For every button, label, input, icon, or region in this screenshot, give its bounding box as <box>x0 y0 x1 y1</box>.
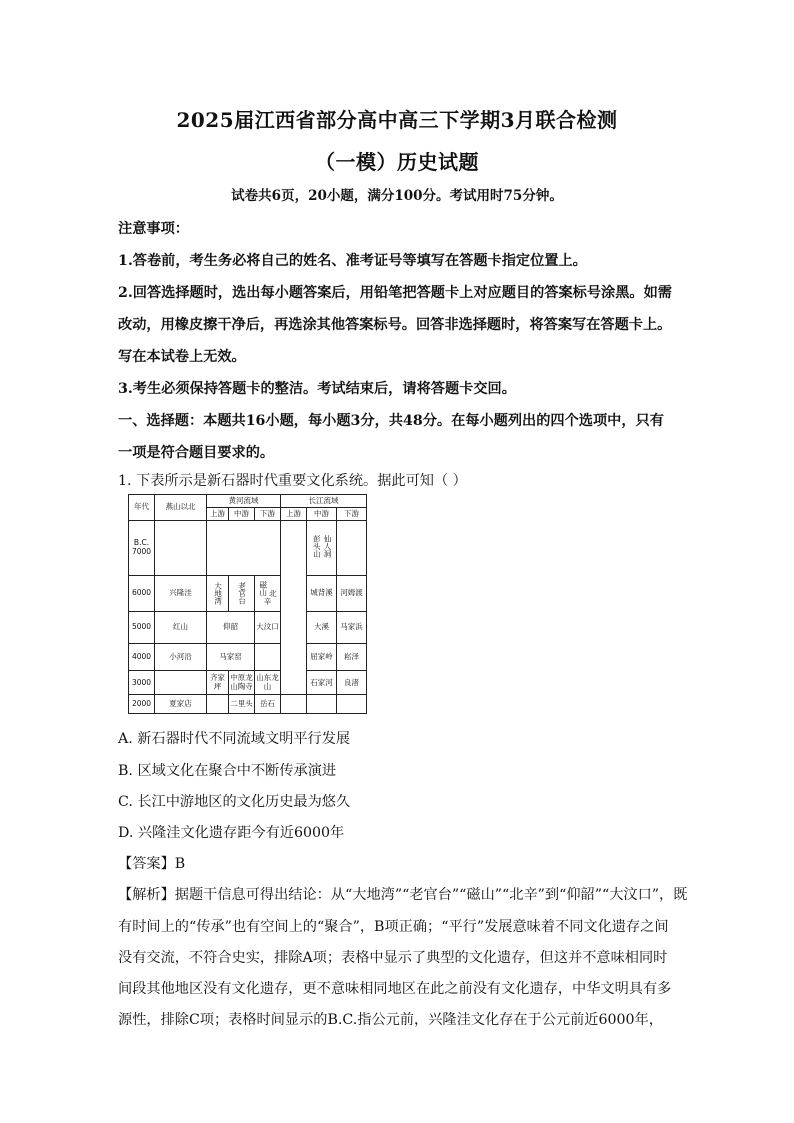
qijia-cell: 齐家坪 <box>207 671 229 694</box>
xiaoheyan-late-cell <box>155 671 207 694</box>
culture-table <box>128 494 367 714</box>
cishan-beixin-cell <box>255 575 281 611</box>
xinglongwa-cell: 兴隆洼 <box>155 575 207 611</box>
yellow-early <box>207 520 281 575</box>
section-heading-b: 一项是符合题目要求的。 <box>118 445 275 461</box>
answer-label: 【答案】B <box>118 856 186 872</box>
yueshi-cell: 岳石 <box>255 694 281 713</box>
year-5000-label: 5000 <box>129 611 155 643</box>
note-3: 3.考生必须保持答题卡的整洁。考试结束后，请将答题卡交回。 <box>118 381 516 397</box>
section-heading-a: 一、选择题：本题共16小题，每小题3分，共48分。在每小题列出的四个选项中，只有 <box>118 413 664 429</box>
year-7000-label: 7000 <box>131 546 152 556</box>
erlitou-cell: 二里头 <box>229 694 255 713</box>
header-yangtze-mid: 中游 <box>307 507 337 520</box>
note-2-a: 2.回答选择题时，选出每小题答案后，用铅笔把答题卡上对应题目的答案标号涂黑。如需 <box>118 285 672 301</box>
analysis-line-2: 有时间上的“传承”也有空间上的“聚合”，B项正确；“平行”发展意味着不同文化遗存之间 <box>118 919 669 935</box>
analysis-line-5: 源性，排除C项；表格时间显示的B.C.指公元前，兴隆洼文化存在于公元前近6000年， <box>118 1012 663 1028</box>
qijia-late-cell <box>207 694 229 713</box>
zhongyuan-longshan-cell: 中原龙山陶寺 <box>229 671 255 694</box>
year-2000-label: 2000 <box>129 694 155 713</box>
header-yangtze-up: 上游 <box>281 507 307 520</box>
majiabang-cell: 马家浜 <box>337 611 367 643</box>
xianrendong-label: 仙人洞 <box>322 535 332 558</box>
songze-cell: 崧泽 <box>337 643 367 671</box>
year-4000-label: 4000 <box>129 643 155 671</box>
dawenkou-late-cell <box>255 643 281 671</box>
liangzhu-cell: 良渚 <box>337 671 367 694</box>
daxi-cell: 大溪 <box>307 611 337 643</box>
question-1: 1. 下表所示是新石器时代重要文化系统。据此可知（ ） <box>118 473 467 489</box>
option-c: C. 长江中游地区的文化历史最为悠久 <box>118 794 351 810</box>
year-6000-label: 6000 <box>129 575 155 611</box>
header-year: 年代 <box>129 495 155 521</box>
hongshan-cell: 红山 <box>155 611 207 643</box>
header-yangtze-down: 下游 <box>337 507 367 520</box>
cishan-label: 磁山 <box>258 580 268 596</box>
laoguantai-cell: 老官台 <box>229 575 255 611</box>
option-a: A. 新石器时代不同流域文明平行发展 <box>118 731 351 747</box>
analysis-line-1: 【解析】据题干信息可得出结论：从“大地湾”“老官台”“磁山”“北辛”到“仰韶”“大汶口”，既 <box>118 887 688 903</box>
xiaoheyan-cell: 小河沿 <box>155 643 207 671</box>
hemudu-cell: 河姆渡 <box>337 575 367 611</box>
chengbeixi-cell: 城背溪 <box>307 575 337 611</box>
notes-heading: 注意事项： <box>118 221 189 237</box>
analysis-line-3: 没有交流，不符合史实，排除A项；表格中显示了典型的文化遗存，但这并不意味相同时 <box>118 950 668 966</box>
yangtze-up-late-cell <box>281 694 307 713</box>
exam-title: 2025届江西省部分高中高三下学期3月联合检测 <box>176 108 618 132</box>
yangtze-down-late-cell <box>337 694 367 713</box>
dawenkou-cell: 大汶口 <box>255 611 281 643</box>
yanshan-early <box>155 520 207 575</box>
shandong-longshan-cell: 山东龙山 <box>255 671 281 694</box>
pengtoushan-cell <box>307 520 337 575</box>
exam-meta: 试卷共6页，20小题，满分100分。考试用时75分钟。 <box>231 188 563 204</box>
header-yellow-down: 下游 <box>255 507 281 520</box>
year-3000-label: 3000 <box>129 671 155 694</box>
analysis-line-4: 间段其他地区没有文化遗存，更不意味相同地区在此之前没有文化遗存，中华文明具有多 <box>118 981 672 997</box>
bc-label: B.C. <box>133 538 150 548</box>
header-yellow-river: 黄河流域 <box>207 495 281 508</box>
year-7000 <box>129 520 155 575</box>
header-yellow-mid: 中游 <box>229 507 255 520</box>
beixin-label: 北辛 <box>263 588 277 606</box>
yangtze-down-early <box>337 520 367 575</box>
header-yanshan: 燕山以北 <box>155 495 207 521</box>
qujialing-cell: 屈家岭 <box>307 643 337 671</box>
yangtze-mid-late-cell <box>307 694 337 713</box>
option-d: D. 兴隆洼文化遗存距今有近6000年 <box>118 825 345 841</box>
xiajiadian-cell: 夏家店 <box>155 694 207 713</box>
yangtze-up-empty <box>281 520 307 694</box>
note-2-b: 改动，用橡皮擦干净后，再选涂其他答案标号。回答非选择题时，将答案写在答题卡上。 <box>118 317 672 333</box>
header-yellow-up: 上游 <box>207 507 229 520</box>
note-2-c: 写在本试卷上无效。 <box>118 349 246 365</box>
header-yangtze: 长江流域 <box>281 495 367 508</box>
yangshao-cell: 仰韶 <box>207 611 255 643</box>
exam-subtitle: （一模）历史试题 <box>315 150 479 174</box>
note-1: 1.答卷前，考生务必将自己的姓名、准考证号等填写在答题卡指定位置上。 <box>118 253 587 269</box>
dadiwan-cell: 大地湾 <box>207 575 229 611</box>
option-b: B. 区域文化在聚合中不断传承演进 <box>118 763 337 779</box>
shijiahe-cell: 石家河 <box>307 671 337 694</box>
pengtoushan-label: 彭头山 <box>312 535 322 558</box>
majiayao-cell: 马家窑 <box>207 643 255 671</box>
